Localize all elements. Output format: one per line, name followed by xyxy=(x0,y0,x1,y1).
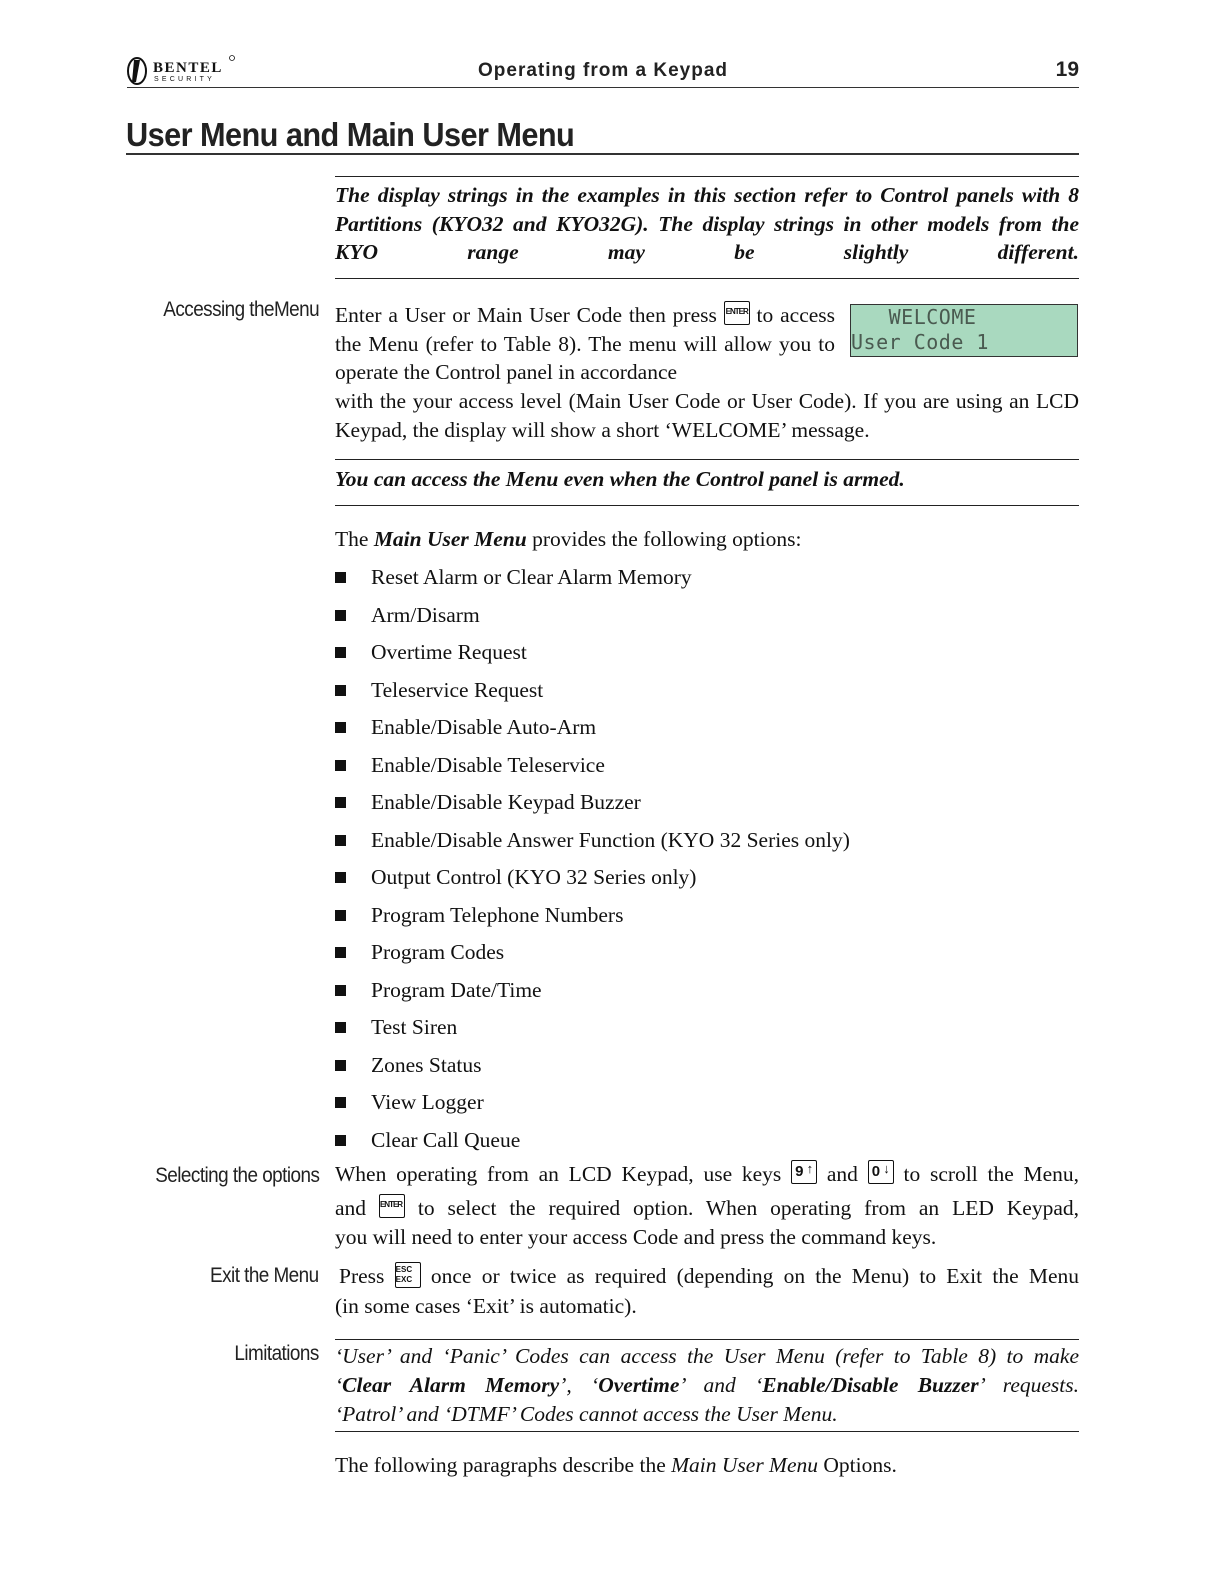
intro-the: The xyxy=(335,527,369,551)
display-strings-note: The display strings in the examples in this section refer to Control panels with 8 Partitions (KYO32 and KYO32G). The display strings in other models from the KYO range may be slightly different. xyxy=(335,183,1079,264)
list-item: Reset Alarm or Clear Alarm Memory xyxy=(335,559,1035,597)
list-item: Overtime Request xyxy=(335,634,1035,672)
square-bullet-icon xyxy=(335,1022,346,1033)
note-bottom-rule xyxy=(335,278,1079,279)
list-item: Program Date/Time xyxy=(335,972,1035,1010)
closing-paragraph: The following paragraphs describe the Main User Menu Options. xyxy=(335,1453,897,1477)
limitations-line-2: ‘Clear Alarm Memory’, ‘Overtime’ and ‘Enable/Disable Buzzer’ requests. xyxy=(335,1373,1080,1397)
list-item: Enable/Disable Answer Function (KYO 32 Series only) xyxy=(335,822,1035,860)
exit-line-1 xyxy=(339,1262,1079,1291)
selecting-line-1 xyxy=(335,1160,1079,1189)
selecting-text-and: and xyxy=(826,1162,858,1186)
side-label-limitations: Limitations xyxy=(234,1342,319,1365)
exit-text-press: Press xyxy=(339,1264,385,1288)
selecting-text-1: When operating from an LCD Keypad, use keys xyxy=(335,1162,782,1186)
armed-note-bottom-rule xyxy=(335,505,1079,506)
page-number: 19 xyxy=(1055,58,1079,81)
square-bullet-icon xyxy=(335,835,346,846)
intro-rest: provides the following options: xyxy=(532,527,802,551)
square-bullet-icon xyxy=(335,572,346,583)
square-bullet-icon xyxy=(335,685,346,696)
main-menu-options-list xyxy=(335,559,1035,1159)
header-divider xyxy=(127,87,1079,88)
list-item: Teleservice Request xyxy=(335,672,1035,710)
limitations-line-3: ‘Patrol’ and ‘DTMF’ Codes cannot access the User Menu. xyxy=(335,1402,838,1426)
esc-key-icon: ESC EXC xyxy=(395,1262,421,1288)
side-label-selecting: Selecting the options xyxy=(154,1164,319,1187)
lcd-display xyxy=(850,304,1078,357)
square-bullet-icon xyxy=(335,760,346,771)
list-item: Enable/Disable Auto-Arm xyxy=(335,709,1035,747)
list-item: Enable/Disable Keypad Buzzer xyxy=(335,784,1035,822)
enter-key-icon: ENTER xyxy=(724,301,750,325)
side-label-exit: Exit the Menu xyxy=(210,1264,319,1287)
logo-brand: BENTEL xyxy=(153,60,223,76)
list-item: Program Telephone Numbers xyxy=(335,897,1035,935)
section-title: User Menu and Main User Menu xyxy=(126,116,575,153)
square-bullet-icon xyxy=(335,910,346,921)
list-item: Clear Call Queue xyxy=(335,1122,1035,1160)
list-item: Test Siren xyxy=(335,1009,1035,1047)
square-bullet-icon xyxy=(335,722,346,733)
chapter-title: Operating from a Keypad xyxy=(478,60,728,81)
accessing-text-rest: with the your access level (Main User Code or User Code). If you are using an LCD Keypad, the display will show a short ‘WELCOME’ message. xyxy=(335,389,1079,442)
list-item: Output Control (KYO 32 Series only) xyxy=(335,859,1035,897)
square-bullet-icon xyxy=(335,647,346,658)
exit-text-2: once or twice as required (depending on the Menu) to Exit the Menu xyxy=(430,1264,1080,1288)
selecting-line-2 xyxy=(335,1194,1079,1223)
selecting-text-3: to scroll the Menu, xyxy=(903,1162,1080,1186)
selecting-line-3: you will need to enter your access Code and press the command keys. xyxy=(335,1225,937,1249)
accessing-paragraph xyxy=(335,301,835,387)
side-label-accessing: Accessing theMenu xyxy=(163,298,319,321)
lcd-line-2: User Code 1 xyxy=(851,330,989,354)
section-title-underline xyxy=(126,153,1079,155)
intro-main-user-menu: Main User Menu xyxy=(373,527,527,551)
enter-key-icon: ENTER xyxy=(379,1194,405,1218)
armed-note-top-rule xyxy=(335,459,1079,460)
armed-note: You can access the Menu even when the Control panel is armed. xyxy=(335,467,905,491)
square-bullet-icon xyxy=(335,872,346,883)
square-bullet-icon xyxy=(335,797,346,808)
note-top-rule xyxy=(335,176,1079,177)
square-bullet-icon xyxy=(335,610,346,621)
logo-subtitle: SECURITY xyxy=(154,76,215,83)
selecting-text-4: and xyxy=(335,1196,367,1220)
enable-disable-buzzer-term: Enable/Disable Buzzer xyxy=(762,1373,979,1397)
key-0-down-icon: 0 ↓ xyxy=(868,1160,894,1184)
limitations-bottom-rule xyxy=(335,1431,1079,1432)
closing-main-user-menu: Main User Menu xyxy=(671,1453,819,1477)
list-item: Arm/Disarm xyxy=(335,597,1035,635)
key-9-up-icon: 9 ↑ xyxy=(791,1160,817,1184)
limitations-line-1: ‘User’ and ‘Panic’ Codes can access the User Menu (refer to Table 8) to make xyxy=(335,1344,1079,1368)
square-bullet-icon xyxy=(335,985,346,996)
list-item: Zones Status xyxy=(335,1047,1035,1085)
clear-alarm-memory-term: Clear Alarm Memory xyxy=(342,1373,560,1397)
accessing-text-1: Enter a User or Main User Code then press xyxy=(335,303,717,327)
accessing-text-2: to access the Menu (refer to Table 8). The menu will allow you to operate the Control panel in accordance xyxy=(335,303,836,384)
main-menu-intro xyxy=(335,525,801,554)
square-bullet-icon xyxy=(335,1097,346,1108)
square-bullet-icon xyxy=(335,1135,346,1146)
lcd-line-1: WELCOME xyxy=(851,305,977,329)
selecting-text-5: to select the required option. When operating from an LED Keypad, xyxy=(417,1196,1080,1220)
exit-line-2: (in some cases ‘Exit’ is automatic). xyxy=(335,1294,637,1318)
list-item: Program Codes xyxy=(335,934,1035,972)
square-bullet-icon xyxy=(335,947,346,958)
overtime-term: Overtime xyxy=(598,1373,680,1397)
list-item: View Logger xyxy=(335,1084,1035,1122)
square-bullet-icon xyxy=(335,1060,346,1071)
list-item: Enable/Disable Teleservice xyxy=(335,747,1035,785)
limitations-top-rule xyxy=(335,1339,1079,1340)
